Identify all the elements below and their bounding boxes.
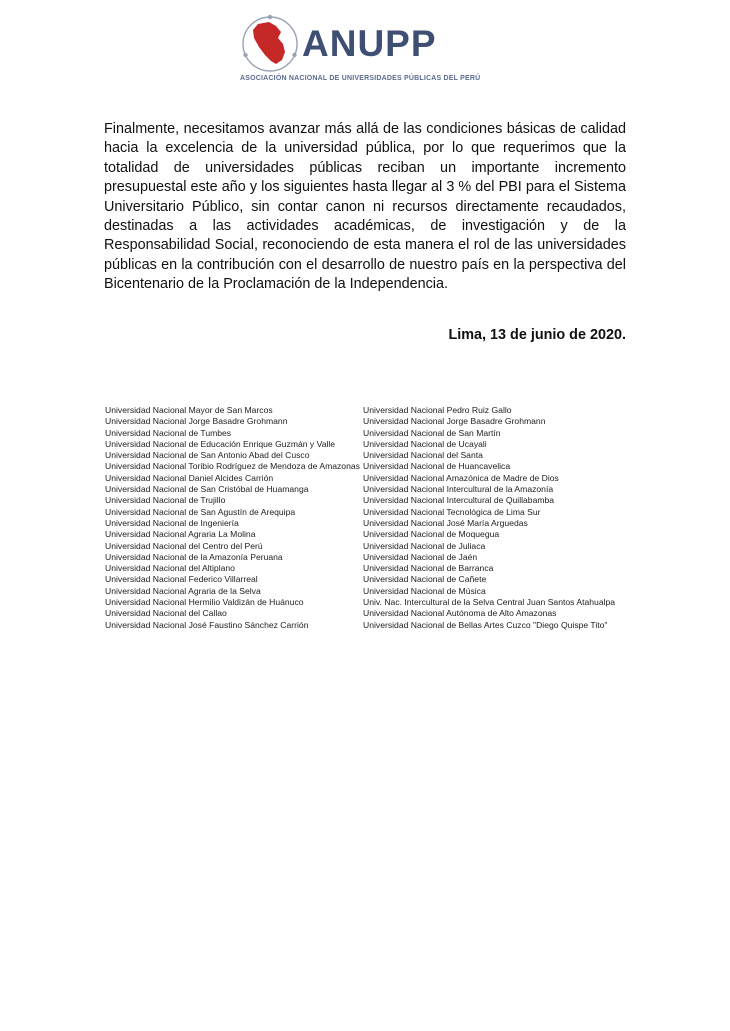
university-list-item: Universidad Nacional Federico Villarreal (105, 574, 258, 585)
university-list-item: Universidad Nacional Jorge Basadre Grohmann (363, 416, 546, 427)
peru-map-emblem-icon (240, 14, 300, 74)
university-list-item: Universidad Nacional de Juliaca (363, 540, 486, 551)
university-list-item: Universidad Nacional de Música (363, 585, 486, 596)
university-list-item: Universidad Nacional Agraria de la Selva (105, 585, 261, 596)
university-list-item: Universidad Nacional José María Arguedas (363, 517, 528, 528)
university-list-item: Universidad Nacional del Centro del Perú (105, 540, 263, 551)
letterhead (236, 14, 496, 94)
university-list-item: Universidad Nacional de Barranca (363, 563, 494, 574)
university-list-item: Universidad Nacional Autónoma de Alto Amazonas (363, 608, 557, 619)
university-list-item: Universidad Nacional de Ucayali (363, 438, 487, 449)
university-list-item: Universidad Nacional de Cañete (363, 574, 487, 585)
university-list-item: Universidad Nacional Intercultural de la Amazonía (363, 484, 554, 495)
university-list-item: Univ. Nac. Intercultural de la Selva Central Juan Santos Atahualpa (363, 597, 616, 608)
university-list-item: Universidad Nacional de Moquegua (363, 529, 500, 540)
university-list-item: Universidad Nacional Amazónica de Madre de Dios (363, 472, 559, 483)
university-list-item: Universidad Nacional Tecnológica de Lima Sur (363, 506, 541, 517)
logo-subtitle: ASOCIACIÓN NACIONAL DE UNIVERSIDADES PÚBLICAS DEL PERÚ (240, 75, 481, 82)
logo-wordmark: ANUPP (302, 23, 437, 64)
university-list-item: Universidad Nacional Mayor de San Marcos (105, 405, 273, 415)
closing-paragraph: Finalmente, necesitamos avanzar más allá de las condiciones básicas de calidad hacia la excelencia de la universidad pública, por lo que requerimos que la totalidad de universidades públicas reciban un importante incremento presupuestal este año y los siguientes hasta llegar al 3 % del PBI para el Sistema Universitario Público, sin contar canon ni recursos directamente recaudados, destinadas a las actividades académicas, de investigación y de la Responsabilidad Social, reconociendo de esta manera el rol de las universidades públicas en la contribución con el desarrollo de nuestro país en la perspectiva del Bicentenario de la Proclamación de la Independencia. (104, 121, 626, 293)
university-list-item: Universidad Nacional de Trujillo (105, 495, 226, 506)
university-list-item: Universidad Nacional de Bellas Artes Cuzco "Diego Quispe Tito" (363, 619, 608, 630)
university-list-item: Universidad Nacional Jorge Basadre Grohmann (105, 416, 288, 427)
university-list-item: Universidad Nacional de San Agustín de Arequipa (105, 506, 296, 517)
university-list-item: Universidad Nacional de San Martín (363, 427, 501, 438)
university-list-item: Universidad Nacional Daniel Alcides Carrión (105, 472, 274, 483)
place-date-signoff: Lima, 13 de junio de 2020. (448, 327, 626, 343)
universities-left-column (105, 405, 360, 631)
university-list-item: Universidad Nacional de San Antonio Abad del Cusco (105, 450, 310, 461)
university-list-item: Universidad Nacional Hermilio Valdizán de Huánuco (105, 597, 304, 608)
university-list-item: Universidad Nacional de Educación Enrique Guzmán y Valle (105, 438, 336, 449)
university-list-item: Universidad Nacional de Ingeniería (105, 517, 239, 528)
university-list-item: Universidad Nacional del Callao (105, 608, 227, 619)
university-list-item: Universidad Nacional Pedro Ruiz Gallo (363, 405, 512, 415)
university-list-item: Universidad Nacional Intercultural de Quillabamba (363, 495, 555, 506)
university-list-item: Universidad Nacional Toribio Rodríguez de Mendoza de Amazonas (105, 461, 360, 472)
university-list-item: Universidad Nacional de San Cristóbal de Huamanga (105, 484, 309, 495)
university-list-item: Universidad Nacional de Jaén (363, 551, 478, 562)
university-list-item: Universidad Nacional de Huancavelica (363, 461, 511, 472)
university-list-item: Universidad Nacional de Tumbes (105, 427, 232, 438)
university-list-item: Universidad Nacional del Altiplano (105, 563, 235, 574)
university-list-item: Universidad Nacional Agraria La Molina (105, 529, 256, 540)
university-list-item: Universidad Nacional del Santa (363, 450, 483, 461)
university-list-item: Universidad Nacional de la Amazonía Peruana (105, 551, 283, 562)
university-list-item: Universidad Nacional José Faustino Sánchez Carrión (105, 619, 309, 630)
universities-right-column (363, 405, 653, 631)
